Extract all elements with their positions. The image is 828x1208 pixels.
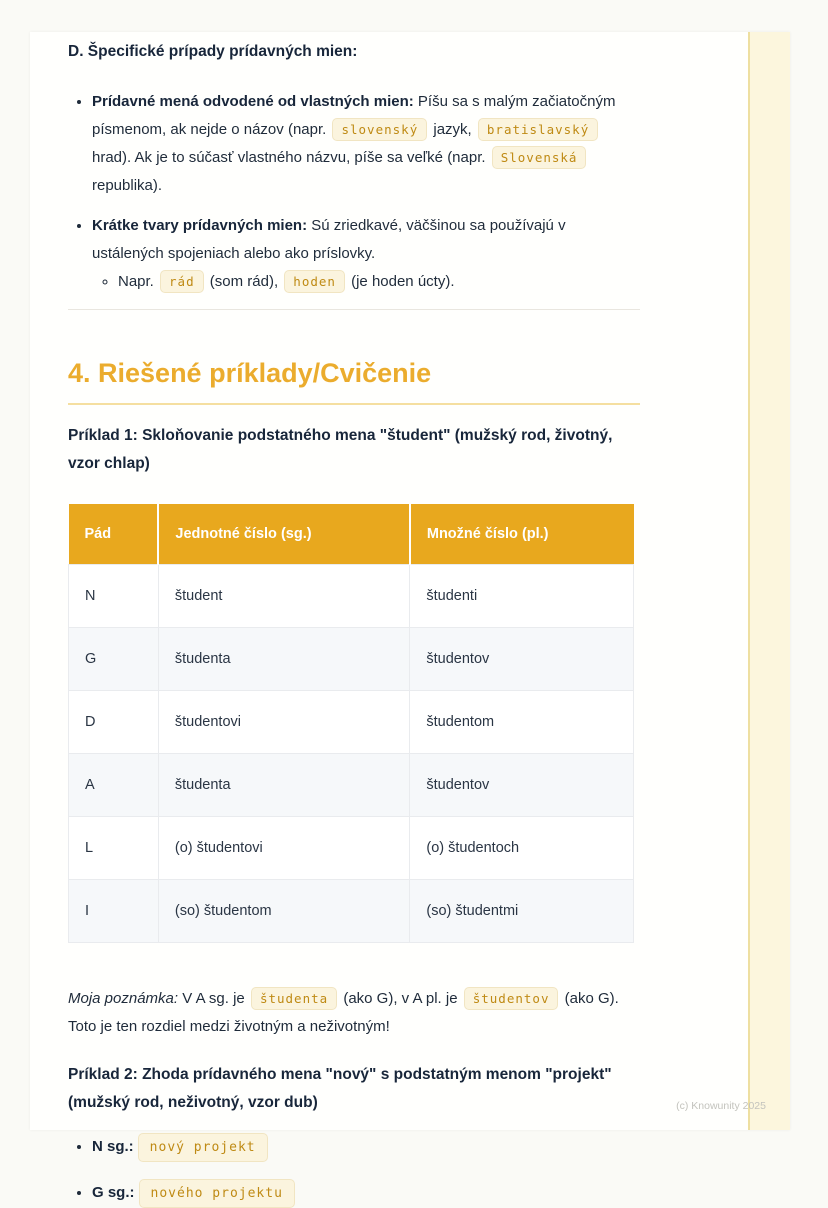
- text-segment: hrad). Ak je to súčasť vlastného názvu, píše sa veľké (napr.: [92, 149, 490, 166]
- text-segment: N sg.:: [92, 1138, 134, 1155]
- code-chip: Slovenská: [492, 146, 587, 169]
- table-row: [69, 628, 634, 691]
- table-cell: študenta: [158, 754, 409, 817]
- list-item: [92, 212, 640, 296]
- text-segment: Moja poznámka:: [68, 990, 179, 1007]
- table-cell: študentov: [410, 628, 634, 691]
- section-4-heading: 4. Riešené príklady/Cvičenie: [68, 356, 640, 405]
- table-header-cell: Množné číslo (pl.): [410, 504, 634, 565]
- note-paragraph: [68, 985, 640, 1041]
- table-cell: (o) študentovi: [158, 817, 409, 880]
- section-d-heading: D. Špecifické prípady prídavných mien:: [68, 43, 358, 60]
- list-item: [92, 88, 640, 200]
- example2-title: Príklad 2: Zhoda prídavného mena "nový" s podstatným menom "projekt" (mužský rod, neživotný, vzor dub): [68, 1066, 612, 1111]
- table-cell: študentom: [410, 691, 634, 754]
- page-edge-stripe: [748, 32, 790, 1130]
- table-cell: študentov: [410, 754, 634, 817]
- table-cell: (so) študentmi: [410, 880, 634, 943]
- list-item: [92, 1133, 640, 1162]
- table-cell: A: [69, 754, 159, 817]
- declension-table: [68, 504, 634, 943]
- section-d-bullet-list: [68, 88, 640, 296]
- code-chip: nový projekt: [138, 1133, 268, 1162]
- text-segment: jazyk,: [429, 121, 476, 138]
- text-segment: (som rád),: [205, 273, 283, 290]
- table-cell: G: [69, 628, 159, 691]
- code-chip: rád: [160, 270, 204, 293]
- text-segment: Prídavné mená odvodené od vlastných mien:: [92, 93, 418, 110]
- text-segment: G sg.:: [92, 1184, 135, 1201]
- code-chip: študentov: [464, 987, 559, 1010]
- table-row: [69, 754, 634, 817]
- text-segment: (je hoden úcty).: [346, 273, 455, 290]
- text-segment: (ako G). Toto je ten rozdiel medzi životným a neživotným!: [68, 990, 619, 1035]
- table-cell: (o) študentoch: [410, 817, 634, 880]
- code-chip: slovenský: [332, 118, 427, 141]
- text-segment: republika).: [92, 177, 163, 194]
- code-chip: nového projektu: [139, 1179, 295, 1208]
- table-cell: L: [69, 817, 159, 880]
- text-segment: (ako G), v A pl. je: [339, 990, 462, 1007]
- list-item-text: [92, 217, 566, 262]
- text-segment: V A sg. je: [178, 990, 249, 1007]
- table-cell: N: [69, 565, 159, 628]
- sub-list-item: [118, 268, 640, 296]
- table-header: [69, 504, 634, 565]
- table-header-cell: Jednotné číslo (sg.): [158, 504, 409, 565]
- code-chip: študenta: [251, 987, 337, 1010]
- document-page: [30, 32, 790, 1201]
- example1-title: Príklad 1: Skloňovanie podstatného mena "študent" (mužský rod, životný, vzor chlap): [68, 427, 613, 472]
- footer-copyright: (c) Knowunity 2025: [676, 1100, 766, 1112]
- text-segment: Píšu sa s malým začiatočným písmenom, ak nejde o názov (napr.: [92, 93, 616, 138]
- table-cell: D: [69, 691, 159, 754]
- table-cell: I: [69, 880, 159, 943]
- sub-list: [92, 268, 640, 296]
- table-cell: študenta: [158, 628, 409, 691]
- list-item: [92, 1179, 640, 1208]
- code-chip: bratislavský: [478, 118, 598, 141]
- text-segment: Sú zriedkavé, väčšinou sa používajú v ustálených spojeniach alebo ako príslovky.: [92, 217, 566, 262]
- text-segment: Krátke tvary prídavných mien:: [92, 217, 312, 234]
- table-cell: študent: [158, 565, 409, 628]
- section-divider: [68, 309, 640, 310]
- table-row: [69, 691, 634, 754]
- table-header-cell: Pád: [69, 504, 159, 565]
- table-cell: študentovi: [158, 691, 409, 754]
- table-cell: (so) študentom: [158, 880, 409, 943]
- table-row: [69, 880, 634, 943]
- text-segment: Napr.: [118, 273, 159, 290]
- table-row: [69, 565, 634, 628]
- page-content: [68, 32, 640, 1208]
- code-chip: hoden: [284, 270, 345, 293]
- table-row: [69, 817, 634, 880]
- table-cell: študenti: [410, 565, 634, 628]
